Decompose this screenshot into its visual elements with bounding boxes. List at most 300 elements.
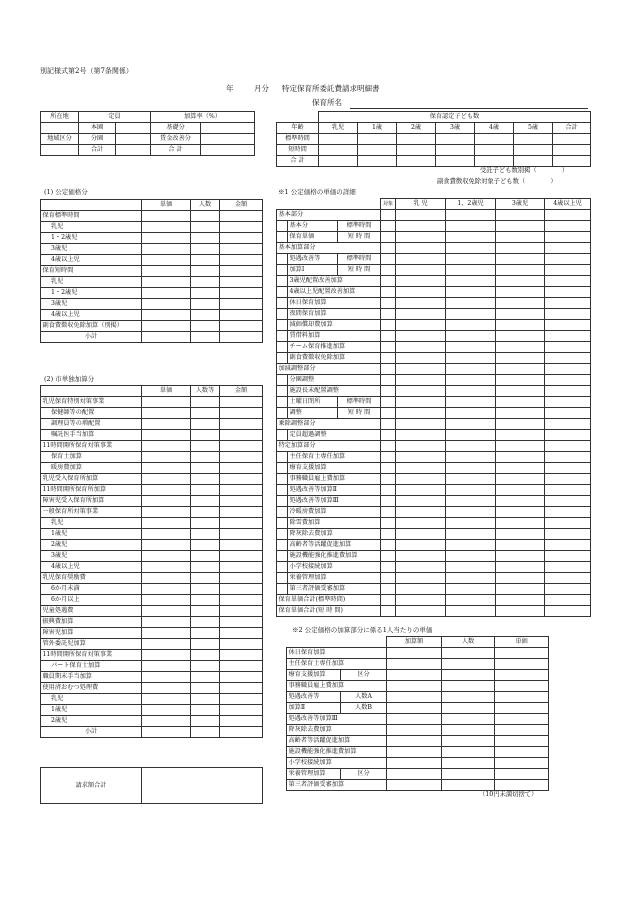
count-cell[interactable] [191, 650, 220, 661]
price-cell[interactable] [446, 518, 496, 529]
unit-price-cell[interactable] [495, 769, 549, 780]
price-cell[interactable] [545, 298, 591, 309]
amount-cell[interactable] [220, 617, 263, 628]
unit-price-cell[interactable] [142, 244, 191, 255]
count-cell[interactable] [442, 747, 495, 758]
price-cell[interactable] [396, 474, 446, 485]
price-cell[interactable] [496, 518, 545, 529]
count-cell[interactable] [191, 727, 220, 738]
target-cell[interactable] [381, 529, 396, 540]
target-cell[interactable] [381, 540, 396, 551]
amount-cell[interactable] [220, 397, 263, 408]
unit-price-cell[interactable] [142, 430, 191, 441]
count-cell[interactable] [191, 222, 220, 233]
amount-cell[interactable] [220, 551, 263, 562]
addition-amount-cell[interactable] [387, 670, 442, 681]
price-cell[interactable] [545, 430, 591, 441]
price-cell[interactable] [446, 232, 496, 243]
amount-cell[interactable] [220, 419, 263, 430]
price-cell[interactable] [496, 540, 545, 551]
price-cell[interactable] [396, 320, 446, 331]
target-cell[interactable] [381, 287, 396, 298]
price-cell[interactable] [446, 485, 496, 496]
unit-price-cell[interactable] [142, 551, 191, 562]
count-cell[interactable] [191, 299, 220, 310]
price-cell[interactable] [496, 441, 545, 452]
children-count-cell[interactable] [514, 134, 553, 145]
unit-price-cell[interactable] [142, 408, 191, 419]
price-cell[interactable] [496, 364, 545, 375]
target-cell[interactable] [381, 331, 396, 342]
price-cell[interactable] [396, 452, 446, 463]
unit-price-cell[interactable] [495, 714, 549, 725]
price-cell[interactable] [496, 331, 545, 342]
target-cell[interactable] [381, 441, 396, 452]
amount-cell[interactable] [220, 321, 263, 332]
price-cell[interactable] [396, 485, 446, 496]
price-cell[interactable] [496, 485, 545, 496]
unit-price-cell[interactable] [495, 780, 549, 791]
price-cell[interactable] [545, 474, 591, 485]
amount-cell[interactable] [220, 408, 263, 419]
price-cell[interactable] [446, 309, 496, 320]
price-cell[interactable] [446, 463, 496, 474]
price-cell[interactable] [446, 507, 496, 518]
target-cell[interactable] [381, 485, 396, 496]
count-cell[interactable] [191, 617, 220, 628]
amount-cell[interactable] [220, 496, 263, 507]
target-cell[interactable] [381, 507, 396, 518]
count-cell[interactable] [191, 441, 220, 452]
unit-price-cell[interactable] [142, 496, 191, 507]
amount-cell[interactable] [220, 507, 263, 518]
unit-price-cell[interactable] [142, 672, 191, 683]
facility-name-field[interactable] [350, 108, 588, 109]
unit-price-cell[interactable] [142, 474, 191, 485]
amount-cell[interactable] [220, 288, 263, 299]
price-cell[interactable] [545, 221, 591, 232]
price-cell[interactable] [396, 595, 446, 606]
unit-price-cell[interactable] [142, 518, 191, 529]
price-cell[interactable] [545, 276, 591, 287]
target-cell[interactable] [381, 551, 396, 562]
price-cell[interactable] [545, 287, 591, 298]
price-cell[interactable] [496, 309, 545, 320]
price-cell[interactable] [446, 408, 496, 419]
unit-price-cell[interactable] [142, 705, 191, 716]
price-cell[interactable] [396, 309, 446, 320]
price-cell[interactable] [446, 540, 496, 551]
price-cell[interactable] [545, 529, 591, 540]
price-cell[interactable] [446, 287, 496, 298]
unit-price-cell[interactable] [142, 452, 191, 463]
count-cell[interactable] [191, 606, 220, 617]
price-cell[interactable] [496, 375, 545, 386]
target-cell[interactable] [381, 342, 396, 353]
price-cell[interactable] [396, 265, 446, 276]
price-cell[interactable] [396, 254, 446, 265]
unit-price-cell[interactable] [142, 266, 191, 277]
unit-price-cell[interactable] [142, 507, 191, 518]
price-cell[interactable] [545, 540, 591, 551]
price-cell[interactable] [446, 221, 496, 232]
count-cell[interactable] [191, 584, 220, 595]
price-cell[interactable] [545, 232, 591, 243]
price-cell[interactable] [396, 276, 446, 287]
unit-price-cell[interactable] [142, 277, 191, 288]
count-cell[interactable] [191, 672, 220, 683]
amount-cell[interactable] [220, 211, 263, 222]
children-count-cell[interactable] [553, 134, 591, 145]
amount-cell[interactable] [220, 518, 263, 529]
amount-cell[interactable] [220, 595, 263, 606]
children-count-cell[interactable] [319, 145, 358, 156]
target-cell[interactable] [381, 397, 396, 408]
children-count-cell[interactable] [358, 134, 397, 145]
price-cell[interactable] [396, 463, 446, 474]
price-cell[interactable] [396, 375, 446, 386]
count-cell[interactable] [191, 255, 220, 266]
price-cell[interactable] [446, 364, 496, 375]
amount-cell[interactable] [220, 233, 263, 244]
price-cell[interactable] [446, 452, 496, 463]
price-cell[interactable] [496, 606, 545, 617]
children-count-cell[interactable] [514, 145, 553, 156]
count-cell[interactable] [191, 705, 220, 716]
unit-price-cell[interactable] [142, 419, 191, 430]
price-cell[interactable] [396, 386, 446, 397]
price-cell[interactable] [545, 397, 591, 408]
unit-price-cell[interactable] [495, 692, 549, 703]
addition-amount-cell[interactable] [387, 681, 442, 692]
amount-cell[interactable] [220, 430, 263, 441]
unit-price-cell[interactable] [142, 661, 191, 672]
price-cell[interactable] [496, 254, 545, 265]
price-cell[interactable] [396, 551, 446, 562]
unit-price-cell[interactable] [495, 747, 549, 758]
price-cell[interactable] [545, 485, 591, 496]
price-cell[interactable] [496, 287, 545, 298]
price-cell[interactable] [496, 496, 545, 507]
price-cell[interactable] [545, 507, 591, 518]
amount-cell[interactable] [220, 639, 263, 650]
amount-cell[interactable] [220, 452, 263, 463]
price-cell[interactable] [396, 529, 446, 540]
amount-cell[interactable] [220, 529, 263, 540]
price-cell[interactable] [446, 397, 496, 408]
price-cell[interactable] [496, 265, 545, 276]
price-cell[interactable] [396, 606, 446, 617]
unit-price-cell[interactable] [142, 727, 191, 738]
unit-price-cell[interactable] [142, 310, 191, 321]
count-cell[interactable] [191, 661, 220, 672]
unit-price-cell[interactable] [142, 606, 191, 617]
unit-price-cell[interactable] [495, 670, 549, 681]
children-count-cell[interactable] [358, 156, 397, 167]
price-cell[interactable] [396, 331, 446, 342]
count-cell[interactable] [442, 758, 495, 769]
target-cell[interactable] [381, 408, 396, 419]
addition-amount-cell[interactable] [387, 747, 442, 758]
children-count-cell[interactable] [436, 156, 475, 167]
target-cell[interactable] [381, 254, 396, 265]
price-cell[interactable] [446, 320, 496, 331]
price-cell[interactable] [446, 551, 496, 562]
unit-price-cell[interactable] [495, 736, 549, 747]
unit-price-cell[interactable] [142, 321, 191, 332]
amount-cell[interactable] [220, 441, 263, 452]
count-cell[interactable] [191, 397, 220, 408]
price-cell[interactable] [396, 397, 446, 408]
price-cell[interactable] [545, 595, 591, 606]
amount-cell[interactable] [220, 255, 263, 266]
count-cell[interactable] [191, 529, 220, 540]
price-cell[interactable] [446, 529, 496, 540]
price-cell[interactable] [496, 397, 545, 408]
price-cell[interactable] [396, 540, 446, 551]
target-cell[interactable] [381, 430, 396, 441]
count-cell[interactable] [191, 485, 220, 496]
count-cell[interactable] [191, 211, 220, 222]
count-cell[interactable] [191, 474, 220, 485]
unit-price-cell[interactable] [142, 683, 191, 694]
addition-amount-cell[interactable] [387, 780, 442, 791]
target-cell[interactable] [381, 265, 396, 276]
unit-price-cell[interactable] [142, 639, 191, 650]
price-cell[interactable] [496, 408, 545, 419]
count-cell[interactable] [191, 694, 220, 705]
count-cell[interactable] [442, 736, 495, 747]
count-cell[interactable] [191, 288, 220, 299]
price-cell[interactable] [446, 562, 496, 573]
amount-cell[interactable] [220, 474, 263, 485]
unit-price-cell[interactable] [142, 485, 191, 496]
amount-cell[interactable] [220, 628, 263, 639]
count-cell[interactable] [191, 628, 220, 639]
price-cell[interactable] [396, 221, 446, 232]
count-cell[interactable] [191, 716, 220, 727]
price-cell[interactable] [446, 419, 496, 430]
addition-amount-cell[interactable] [387, 648, 442, 659]
amount-cell[interactable] [220, 244, 263, 255]
price-cell[interactable] [396, 342, 446, 353]
count-cell[interactable] [191, 518, 220, 529]
price-cell[interactable] [446, 243, 496, 254]
target-cell[interactable] [381, 353, 396, 364]
price-cell[interactable] [545, 463, 591, 474]
target-cell[interactable] [381, 518, 396, 529]
addition-amount-cell[interactable] [387, 692, 442, 703]
count-cell[interactable] [191, 321, 220, 332]
unit-price-cell[interactable] [142, 573, 191, 584]
target-cell[interactable] [381, 309, 396, 320]
count-cell[interactable] [191, 463, 220, 474]
price-cell[interactable] [396, 430, 446, 441]
count-cell[interactable] [191, 430, 220, 441]
count-cell[interactable] [442, 659, 495, 670]
amount-cell[interactable] [220, 485, 263, 496]
price-cell[interactable] [446, 573, 496, 584]
addition-amount-cell[interactable] [387, 659, 442, 670]
count-cell[interactable] [442, 769, 495, 780]
unit-price-cell[interactable] [142, 529, 191, 540]
price-cell[interactable] [545, 331, 591, 342]
target-cell[interactable] [381, 320, 396, 331]
price-cell[interactable] [396, 562, 446, 573]
amount-cell[interactable] [220, 540, 263, 551]
children-count-cell[interactable] [436, 145, 475, 156]
price-cell[interactable] [446, 595, 496, 606]
price-cell[interactable] [496, 595, 545, 606]
children-count-cell[interactable] [553, 156, 591, 167]
price-cell[interactable] [446, 375, 496, 386]
price-cell[interactable] [496, 562, 545, 573]
target-cell[interactable] [381, 276, 396, 287]
price-cell[interactable] [496, 386, 545, 397]
price-cell[interactable] [496, 573, 545, 584]
unit-price-cell[interactable] [142, 562, 191, 573]
count-cell[interactable] [191, 595, 220, 606]
unit-price-cell[interactable] [142, 222, 191, 233]
unit-price-cell[interactable] [142, 441, 191, 452]
count-cell[interactable] [442, 780, 495, 791]
count-cell[interactable] [191, 496, 220, 507]
amount-cell[interactable] [220, 584, 263, 595]
count-cell[interactable] [442, 725, 495, 736]
children-count-cell[interactable] [514, 156, 553, 167]
price-cell[interactable] [446, 386, 496, 397]
amount-cell[interactable] [220, 562, 263, 573]
unit-price-cell[interactable] [495, 725, 549, 736]
price-cell[interactable] [496, 320, 545, 331]
amount-cell[interactable] [220, 277, 263, 288]
addition-amount-cell[interactable] [387, 736, 442, 747]
total-amount[interactable] [142, 768, 263, 804]
price-cell[interactable] [545, 419, 591, 430]
children-count-cell[interactable] [319, 134, 358, 145]
price-cell[interactable] [545, 573, 591, 584]
price-cell[interactable] [545, 408, 591, 419]
target-cell[interactable] [381, 419, 396, 430]
count-cell[interactable] [442, 681, 495, 692]
children-count-cell[interactable] [475, 156, 514, 167]
price-cell[interactable] [396, 210, 446, 221]
amount-cell[interactable] [220, 332, 263, 343]
price-cell[interactable] [496, 430, 545, 441]
amount-cell[interactable] [220, 727, 263, 738]
price-cell[interactable] [496, 507, 545, 518]
price-cell[interactable] [496, 276, 545, 287]
price-cell[interactable] [496, 529, 545, 540]
count-cell[interactable] [191, 277, 220, 288]
price-cell[interactable] [396, 287, 446, 298]
target-cell[interactable] [381, 243, 396, 254]
price-cell[interactable] [496, 232, 545, 243]
target-cell[interactable] [381, 386, 396, 397]
count-cell[interactable] [191, 639, 220, 650]
price-cell[interactable] [446, 606, 496, 617]
price-cell[interactable] [446, 342, 496, 353]
target-cell[interactable] [381, 595, 396, 606]
unit-price-cell[interactable] [495, 681, 549, 692]
price-cell[interactable] [545, 452, 591, 463]
price-cell[interactable] [396, 584, 446, 595]
addition-amount-cell[interactable] [387, 714, 442, 725]
price-cell[interactable] [545, 441, 591, 452]
target-cell[interactable] [381, 562, 396, 573]
price-cell[interactable] [496, 298, 545, 309]
price-cell[interactable] [396, 364, 446, 375]
price-cell[interactable] [446, 254, 496, 265]
unit-price-cell[interactable] [142, 628, 191, 639]
count-cell[interactable] [191, 310, 220, 321]
price-cell[interactable] [545, 353, 591, 364]
price-cell[interactable] [545, 210, 591, 221]
price-cell[interactable] [396, 507, 446, 518]
price-cell[interactable] [396, 408, 446, 419]
unit-price-cell[interactable] [142, 397, 191, 408]
unit-price-cell[interactable] [142, 288, 191, 299]
count-cell[interactable] [191, 551, 220, 562]
children-count-cell[interactable] [319, 156, 358, 167]
price-cell[interactable] [545, 562, 591, 573]
price-cell[interactable] [545, 386, 591, 397]
amount-cell[interactable] [220, 266, 263, 277]
price-cell[interactable] [446, 474, 496, 485]
target-cell[interactable] [381, 364, 396, 375]
price-cell[interactable] [396, 353, 446, 364]
price-cell[interactable] [446, 353, 496, 364]
target-cell[interactable] [381, 496, 396, 507]
target-cell[interactable] [381, 221, 396, 232]
amount-cell[interactable] [220, 606, 263, 617]
target-cell[interactable] [381, 232, 396, 243]
target-cell[interactable] [381, 584, 396, 595]
price-cell[interactable] [545, 606, 591, 617]
unit-price-cell[interactable] [142, 650, 191, 661]
unit-price-cell[interactable] [142, 694, 191, 705]
price-cell[interactable] [496, 452, 545, 463]
price-cell[interactable] [396, 243, 446, 254]
count-cell[interactable] [442, 692, 495, 703]
count-cell[interactable] [442, 703, 495, 714]
price-cell[interactable] [396, 419, 446, 430]
unit-price-cell[interactable] [495, 659, 549, 670]
addition-amount-cell[interactable] [387, 725, 442, 736]
unit-price-cell[interactable] [142, 332, 191, 343]
amount-cell[interactable] [220, 650, 263, 661]
count-cell[interactable] [442, 714, 495, 725]
unit-price-cell[interactable] [495, 703, 549, 714]
count-cell[interactable] [191, 408, 220, 419]
amount-cell[interactable] [220, 573, 263, 584]
amount-cell[interactable] [220, 661, 263, 672]
unit-price-cell[interactable] [142, 463, 191, 474]
price-cell[interactable] [496, 221, 545, 232]
children-count-cell[interactable] [436, 134, 475, 145]
price-cell[interactable] [545, 265, 591, 276]
price-cell[interactable] [396, 298, 446, 309]
target-cell[interactable] [381, 573, 396, 584]
unit-price-cell[interactable] [142, 211, 191, 222]
amount-cell[interactable] [220, 694, 263, 705]
children-count-cell[interactable] [397, 145, 436, 156]
count-cell[interactable] [191, 452, 220, 463]
count-cell[interactable] [191, 419, 220, 430]
unit-price-cell[interactable] [142, 255, 191, 266]
amount-cell[interactable] [220, 310, 263, 321]
price-cell[interactable] [496, 419, 545, 430]
